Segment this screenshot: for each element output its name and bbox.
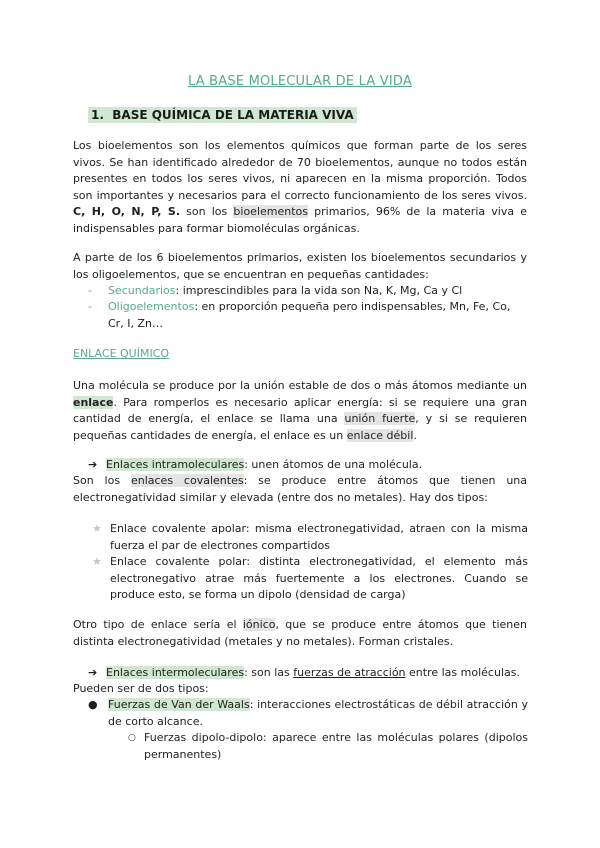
term: Oligoelementos [108, 300, 195, 313]
section-heading-highlight [88, 107, 357, 123]
term: Enlaces intermoleculares [106, 666, 245, 679]
paragraph-tipos: Pueden ser de dos tipos: [73, 682, 209, 695]
star-list-item [92, 521, 528, 554]
text: Enlace covalente polar: distinta electronegatividad, el elemento más electronegativo atrae más fuertemente a los electrones. Cuando se produce esto, se forma un dipolo (densidad de carga) [110, 555, 528, 601]
star-icon: ★ [92, 522, 102, 535]
sub-bullet-list-item [128, 730, 528, 763]
text: Son los [73, 474, 131, 487]
arrow-item-intramoleculares [88, 457, 422, 474]
bold-text: C, H, O, N, P, S. [73, 205, 181, 218]
highlighted-term: iónico [242, 618, 276, 631]
text: Los bioelementos son los elementos químicos que forman parte de los seres vivos. Se han identificado alrededor de 70 bioelementos, aunque no todos están presentes en todos los seres vivos, ni aparecen en la misma proporción. Todos son importantes y necesarios para el correcto funcionamiento de los seres vivos. [73, 139, 527, 202]
highlighted-term: unión fuerte [344, 412, 416, 425]
term: Enlaces intramoleculares [106, 458, 245, 471]
highlighted-term: bioelementos [233, 205, 308, 218]
text: : imprescindibles para la vida son Na, K, Mg, Ca y Cl [175, 284, 463, 297]
text: , que se produce entre átomos que tienen distinta electronegatividad (metales y no metales). Forman cristales. [73, 618, 527, 648]
page-title: LA BASE MOLECULAR DE LA VIDA [188, 74, 412, 89]
list-item [88, 299, 528, 332]
arrow-icon: ➔ [88, 666, 98, 679]
text: : unen átomos de una molécula. [244, 458, 423, 471]
highlighted-term: enlaces covalentes [130, 474, 244, 487]
text: son los [180, 205, 234, 218]
bullet-list-item [88, 697, 528, 730]
section-title-text: BASE QUÍMICA DE LA MATERIA VIVA [112, 108, 354, 122]
text: entre las moléculas. [405, 666, 520, 679]
text: : interacciones electrostáticas de débil atracción y de corto alcance. [108, 698, 528, 728]
arrow-icon: ➔ [88, 458, 98, 471]
circle-bullet-icon: ○ [128, 733, 136, 743]
highlighted-term: enlace débil [346, 428, 414, 442]
text: Enlace covalente apolar: misma electronegatividad, atraen con la misma fuerza el par de electrones compartidos [110, 522, 528, 552]
underlined-text: fuerzas de atracción [293, 666, 406, 679]
text: . [413, 428, 417, 442]
paragraph-covalentes [73, 473, 527, 506]
paragraph-ionico [73, 617, 527, 650]
list-item [88, 283, 528, 300]
text: : en proporción pequeña pero indispensables, Mn, Fe, Co, Cr, I, Zn… [108, 300, 511, 330]
bullet-icon: ● [88, 698, 98, 711]
paragraph-bioelementos [73, 138, 527, 237]
text: . Para romperlos es necesario aplicar energía: si se requiere una gran cantidad de energía, el enlace se llama una [73, 395, 527, 425]
dash-bullet: - [88, 284, 92, 297]
star-icon: ★ [92, 555, 102, 568]
text: : son las [244, 666, 294, 679]
text: Fuerzas dipolo-dipolo: aparece entre las moléculas polares (dipolos permanentes) [144, 731, 528, 761]
highlighted-term: enlace [73, 395, 114, 409]
arrow-item-intermoleculares [88, 665, 520, 682]
text: : se produce entre átomos que tienen una electronegatividad similar y elevada (entre dos no metales). Hay dos tipos: [73, 474, 528, 504]
text: , y si se requieren pequeñas cantidades de energía, el enlace es un [73, 412, 527, 442]
subheading-enlace-quimico: ENLACE QUÍMICO [73, 347, 170, 360]
dash-bullet: - [88, 300, 92, 313]
text: Otro tipo de enlace sería el [73, 618, 243, 631]
section-number: 1. [91, 108, 104, 122]
star-list-item [92, 554, 528, 604]
paragraph-molecula [73, 378, 527, 444]
term: Secundarios [108, 284, 176, 297]
text: primarios, 96% de la materia viva e indispensables para formar biomoléculas orgánicas. [73, 205, 527, 235]
paragraph-secundarios: A parte de los 6 bioelementos primarios, existen los bioelementos secundarios y los oligoelementos, que se encuentran en pequeñas cantidades: [73, 251, 527, 281]
section-heading [88, 108, 357, 122]
term: Fuerzas de Van der Waals [108, 698, 250, 711]
text: Una molécula se produce por la unión estable de dos o más átomos mediante un [73, 379, 527, 392]
